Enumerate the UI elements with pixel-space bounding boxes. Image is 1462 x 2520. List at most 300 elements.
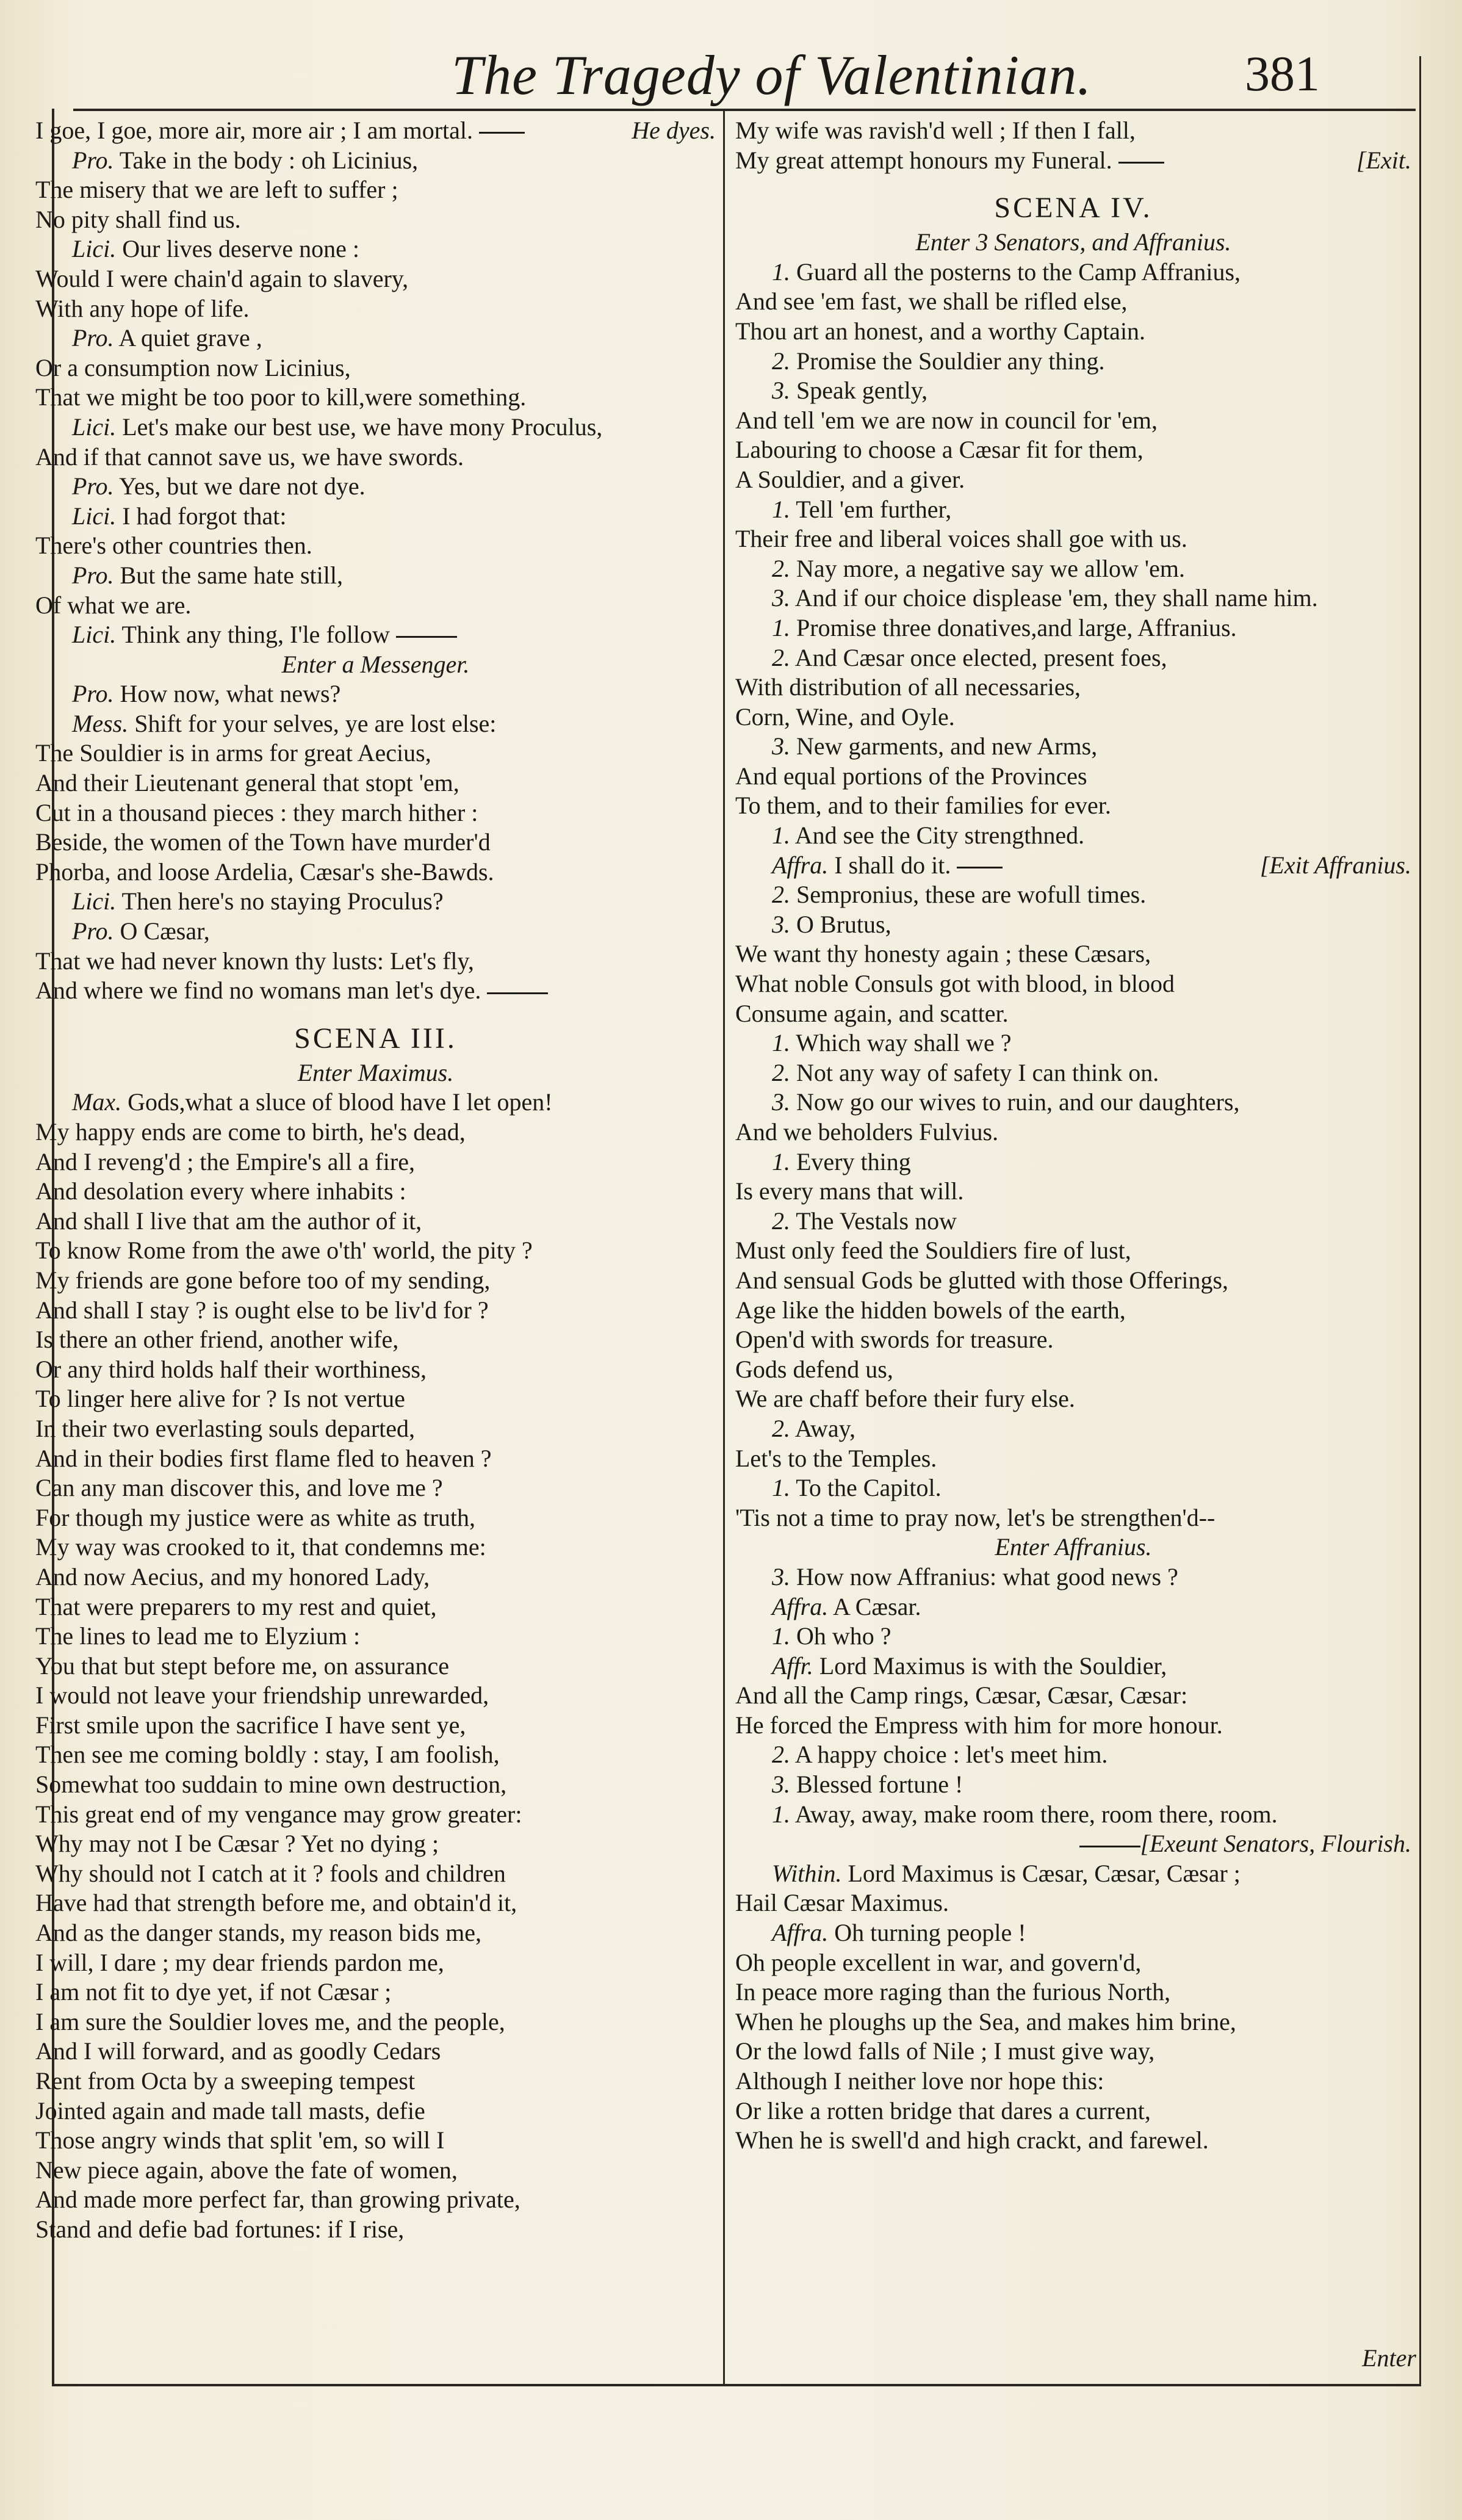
verse-line	[35, 2037, 716, 2067]
line-text: And we beholders Fulvius.	[735, 1118, 999, 1146]
line-text: And tell 'em we are now in council for 'em,	[735, 406, 1158, 434]
verse-line	[735, 1592, 1411, 1622]
speaker-name: 2.	[772, 1414, 790, 1442]
line-text: Think any thing, I'le follow	[121, 621, 390, 649]
verse-line	[35, 1740, 716, 1770]
line-text: We are chaff before their fury else.	[735, 1385, 1075, 1413]
line-text: Away,	[794, 1414, 856, 1442]
verse-line	[35, 175, 716, 205]
verse-line	[735, 1177, 1411, 1207]
line-text: First smile upon the sacrifice I have sent ye,	[35, 1711, 466, 1739]
line-text: And shall I stay ? is ought else to be liv'd for ?	[35, 1296, 489, 1324]
line-text: Blessed fortune !	[796, 1771, 963, 1799]
verse-line	[35, 1147, 716, 1177]
line-text: That we had never known thy lusts: Let's fly,	[35, 947, 474, 975]
verse-line	[35, 2185, 716, 2215]
verse-line	[35, 561, 716, 591]
line-text: And all the Camp rings, Cæsar, Cæsar, Cæsar:	[735, 1681, 1188, 1709]
verse-line	[35, 887, 716, 917]
verse-line	[35, 798, 716, 828]
verse-line	[735, 2037, 1411, 2067]
line-text: New garments, and new Arms,	[796, 732, 1098, 760]
line-text: To linger here alive for ? Is not vertue	[35, 1385, 405, 1413]
line-text: A Cæsar.	[833, 1592, 921, 1620]
line-text: This great end of my vengance may grow greater:	[35, 1800, 522, 1828]
verse-line	[35, 1622, 716, 1652]
line-text: But the same hate still,	[120, 561, 344, 589]
exit-cue: He dyes.	[632, 117, 716, 144]
speaker-name: Affra.	[772, 1919, 829, 1947]
dash-rule	[1118, 162, 1164, 164]
verse-line	[35, 2007, 716, 2037]
verse-line	[35, 1533, 716, 1562]
speaker-name: Lici.	[72, 235, 117, 263]
speaker-name: Pro.	[72, 472, 114, 500]
verse-line	[735, 554, 1411, 584]
verse-line	[735, 465, 1411, 495]
line-text: And see 'em fast, we shall be rifled else,	[735, 287, 1128, 316]
verse-line	[735, 1503, 1411, 1533]
verse-line	[35, 1473, 716, 1503]
verse-line	[735, 1147, 1411, 1177]
verse-line	[35, 768, 716, 798]
line-text: The Souldier is in arms for great Aecius,	[35, 739, 431, 767]
line-text: When he ploughs up the Sea, and makes him brine,	[735, 2007, 1236, 2035]
verse-line	[35, 1444, 716, 1474]
line-text: With any hope of life.	[35, 294, 250, 322]
verse-line	[35, 1325, 716, 1355]
speaker-name: Lici.	[72, 621, 117, 649]
line-text: Their free and liberal voices shall goe with us.	[735, 525, 1187, 553]
line-text: In peace more raging than the furious North,	[735, 1978, 1171, 2006]
line-text: Away, away, make room there, room there, room.	[794, 1800, 1278, 1828]
line-text: Promise three donatives,and large, Affranius.	[796, 613, 1237, 641]
speaker-name: 2.	[772, 643, 790, 671]
verse-line	[35, 116, 716, 146]
verse-line	[35, 353, 716, 383]
line-text: I shall do it.	[834, 851, 951, 879]
verse-line	[735, 1207, 1411, 1237]
verse-line	[35, 1207, 716, 1237]
speaker-name: 3.	[772, 1771, 790, 1799]
speaker-name: 2.	[772, 554, 790, 582]
column-divider-rule	[723, 109, 725, 2385]
verse-line	[35, 2215, 716, 2245]
dash-rule	[479, 132, 525, 134]
speaker-name: 1.	[772, 1147, 790, 1175]
speaker-name: Lici.	[72, 502, 117, 530]
line-text: Lord Maximus is with the Souldier,	[819, 1652, 1167, 1680]
line-text: And equal portions of the Provinces	[735, 762, 1087, 790]
line-text: And as the danger stands, my reason bids me,	[35, 1919, 481, 1947]
line-text: You that but stept before me, on assurance	[35, 1652, 450, 1680]
line-text: O Brutus,	[796, 910, 891, 938]
line-text: Gods defend us,	[735, 1355, 893, 1383]
speaker-name: 1.	[772, 258, 790, 286]
verse-line	[735, 762, 1411, 792]
line-text: He forced the Empress with him for more honour.	[735, 1711, 1223, 1739]
line-text: Now go our wives to ruin, and our daughters,	[796, 1088, 1240, 1116]
verse-line	[35, 531, 716, 561]
verse-line	[35, 2067, 716, 2096]
line-text: With distribution of all necessaries,	[735, 673, 1081, 701]
line-text: And their Lieutenant general that stopt 'em,	[35, 769, 459, 797]
verse-line	[735, 495, 1411, 525]
verse-line	[35, 1266, 716, 1296]
line-text: How now Affranius: what good news ?	[796, 1562, 1178, 1590]
line-text: Lord Maximus is Cæsar, Cæsar, Cæsar ;	[848, 1859, 1241, 1887]
line-text: In their two everlasting souls departed,	[35, 1414, 416, 1442]
line-text: The misery that we are left to suffer ;	[35, 176, 398, 204]
line-text: To them, and to their families for ever.	[735, 792, 1111, 820]
frame-bottom-rule	[52, 2384, 1421, 2386]
stage-direction: Enter 3 Senators, and Affranius.	[915, 228, 1231, 256]
verse-line	[735, 999, 1411, 1029]
verse-line	[735, 939, 1411, 969]
speaker-name: 3.	[772, 910, 790, 938]
right-text-column	[735, 116, 1411, 2156]
exit-cue: [Exeunt Senators, Flourish.	[1073, 1829, 1411, 1859]
verse-line	[35, 1770, 716, 1800]
verse-line	[35, 1117, 716, 1147]
verse-line	[35, 442, 716, 472]
line-text: That were preparers to my rest and quiet,	[35, 1592, 437, 1620]
dash-rule	[396, 636, 457, 638]
verse-line	[35, 1977, 716, 2007]
line-text: Is there an other friend, another wife,	[35, 1326, 399, 1354]
line-text: Or like a rotten bridge that dares a current,	[735, 2096, 1151, 2125]
speaker-name: 3.	[772, 584, 790, 612]
line-text: Jointed again and made tall masts, defie	[35, 2096, 425, 2125]
line-text: Thou art an honest, and a worthy Captain.	[735, 317, 1146, 345]
line-text: Although I neither love nor hope this:	[735, 2067, 1104, 2095]
verse-line	[35, 323, 716, 353]
line-text: Rent from Octa by a sweeping tempest	[35, 2067, 416, 2095]
verse-line	[35, 1652, 716, 1681]
verse-line	[735, 1918, 1411, 1948]
line-text: Phorba, and loose Ardelia, Cæsar's she-Bawds.	[35, 857, 494, 886]
line-text: And I will forward, and as goodly Cedars	[35, 2037, 441, 2065]
line-text: Must only feed the Souldiers fire of lust,	[735, 1237, 1131, 1265]
verse-line	[35, 472, 716, 502]
line-text: Stand and defie bad fortunes: if I rise,	[35, 2215, 405, 2243]
speaker-name: 1.	[772, 1474, 790, 1502]
speaker-name: 3.	[772, 377, 790, 405]
verse-line	[35, 1800, 716, 1830]
verse-line	[35, 947, 716, 977]
verse-line	[735, 1414, 1411, 1444]
verse-line	[735, 258, 1411, 287]
line-text: I am not fit to dye yet, if not Cæsar ;	[35, 1978, 392, 2006]
verse-line	[35, 1592, 716, 1622]
line-text: Somewhat too suddain to mine own destruction,	[35, 1771, 507, 1799]
line-text: Why should not I catch at it ? fools and children	[35, 1859, 506, 1887]
running-title: The Tragedy of Valentinian.	[452, 44, 1092, 106]
verse-line	[735, 435, 1411, 465]
line-text: Tell 'em further,	[796, 495, 952, 523]
scene-heading: SCENA IV.	[994, 192, 1153, 225]
verse-line	[735, 2067, 1411, 2096]
verse-line	[735, 1028, 1411, 1058]
dash-rule	[957, 867, 1003, 868]
verse-line	[735, 1117, 1411, 1147]
verse-line	[735, 287, 1411, 317]
verse-line	[735, 969, 1411, 999]
line-text: Let's to the Temples.	[735, 1444, 937, 1472]
verse-line	[35, 591, 716, 621]
line-text: And sensual Gods be glutted with those Offerings,	[735, 1266, 1229, 1294]
line-text: I had forgot that:	[122, 502, 287, 530]
verse-line	[35, 828, 716, 857]
verse-line	[35, 2156, 716, 2186]
line-text: A Souldier, and a giver.	[735, 465, 965, 493]
verse-line	[735, 1948, 1411, 1978]
speaker-name: 1.	[772, 613, 790, 641]
verse-line	[35, 1681, 716, 1711]
verse-line	[735, 1770, 1411, 1800]
line-text: I goe, I goe, more air, more air ; I am mortal.	[35, 117, 474, 144]
line-text: To the Capitol.	[796, 1474, 942, 1502]
line-text: Labouring to choose a Cæsar fit for them,	[735, 436, 1143, 464]
line-text: Then see me coming boldly : stay, I am foolish,	[35, 1741, 500, 1769]
header-rule	[73, 109, 1416, 111]
line-text: Sempronius, these are wofull times.	[796, 881, 1147, 909]
verse-line	[735, 1088, 1411, 1117]
line-text: Our lives deserve none :	[122, 235, 360, 263]
verse-line	[735, 1058, 1411, 1088]
line-text: And made more perfect far, than growing private,	[35, 2186, 520, 2214]
dash-rule	[487, 992, 548, 994]
speaker-name: Pro.	[72, 324, 114, 352]
line-text: 'Tis not a time to pray now, let's be strengthen'd--	[735, 1503, 1215, 1531]
stage-direction: Enter a Messenger.	[281, 650, 470, 678]
line-text: And in their bodies first flame fled to heaven ?	[35, 1444, 492, 1472]
line-text: Consume again, and scatter.	[735, 999, 1009, 1027]
exit-cue: [Exit.	[1356, 146, 1411, 174]
speaker-name: 1.	[772, 821, 790, 850]
speaker-name: Pro.	[72, 146, 114, 174]
verse-line	[735, 2007, 1411, 2037]
verse-line	[35, 205, 716, 235]
line-text: What noble Consuls got with blood, in blood	[735, 970, 1175, 998]
line-text: Oh people excellent in war, and govern'd,	[735, 1948, 1142, 1976]
verse-line	[735, 1622, 1411, 1652]
verse-line	[735, 613, 1411, 643]
verse-line	[735, 1562, 1411, 1592]
verse-line	[35, 1888, 716, 1918]
verse-line	[735, 116, 1411, 146]
line-text: There's other countries then.	[35, 532, 312, 560]
line-text: Nay more, a negative say we allow 'em.	[796, 554, 1185, 582]
verse-line	[735, 406, 1411, 436]
catchword: Enter	[1362, 2344, 1416, 2372]
speaker-name: Mess.	[72, 709, 129, 737]
verse-line	[35, 1236, 716, 1266]
line-text: And if our choice displease 'em, they shall name him.	[794, 584, 1318, 612]
line-text: Those angry winds that split 'em, so will I	[35, 2126, 445, 2154]
line-text: Oh turning people !	[834, 1919, 1026, 1947]
verse-line	[35, 1829, 716, 1859]
line-text: And Cæsar once elected, present foes,	[794, 643, 1167, 671]
verse-line	[735, 1829, 1411, 1859]
spacer	[735, 175, 1411, 189]
page-number: 381	[1245, 46, 1320, 101]
verse-line	[735, 880, 1411, 910]
verse-line	[735, 1888, 1411, 1918]
speaker-name: 3.	[772, 1562, 790, 1590]
verse-line	[35, 413, 716, 442]
line-text: And see the City strengthned.	[794, 821, 1085, 850]
dash-rule	[1079, 1846, 1140, 1847]
verse-line	[735, 1681, 1411, 1711]
verse-line	[35, 294, 716, 324]
line-text: The lines to lead me to Elyzium :	[35, 1622, 361, 1650]
line-text: Shift for your selves, ye are lost else:	[134, 709, 497, 737]
verse-line	[735, 1977, 1411, 2007]
verse-line	[735, 1859, 1411, 1889]
speaker-name: 3.	[772, 732, 790, 760]
line-text: Have had that strength before me, and obtain'd it,	[35, 1889, 517, 1917]
verse-line	[35, 1918, 716, 1948]
line-text: And I reveng'd ; the Empire's all a fire,	[35, 1147, 415, 1175]
verse-line	[735, 1473, 1411, 1503]
verse-line	[35, 264, 716, 294]
line-text: My great attempt honours my Funeral.	[735, 146, 1112, 174]
speaker-name: 2.	[772, 1741, 790, 1769]
verse-line	[35, 917, 716, 947]
speaker-name: Within.	[772, 1859, 842, 1887]
line-text: Or the lowd falls of Nile ; I must give way,	[735, 2037, 1155, 2065]
verse-line	[35, 1711, 716, 1741]
verse-line	[35, 1948, 716, 1978]
line-text: Corn, Wine, and Oyle.	[735, 702, 955, 731]
speaker-name: 3.	[772, 1088, 790, 1116]
verse-line	[735, 2096, 1411, 2126]
line-text: I am sure the Souldier loves me, and the people,	[35, 2007, 505, 2035]
line-text: Beside, the women of the Town have murder'd	[35, 828, 491, 856]
verse-line	[735, 376, 1411, 406]
line-text: Or any third holds half their worthiness,	[35, 1355, 427, 1383]
speaker-name: Max.	[72, 1088, 122, 1116]
line-text: Then here's no staying Proculus?	[121, 887, 444, 915]
verse-line	[735, 910, 1411, 940]
verse-line	[735, 1296, 1411, 1326]
speaker-name: 2.	[772, 1058, 790, 1086]
line-text: How now, what news?	[120, 680, 341, 708]
verse-line	[35, 738, 716, 768]
line-text: Which way shall we ?	[796, 1029, 1012, 1057]
verse-line	[35, 679, 716, 709]
speaker-name: Pro.	[72, 917, 114, 945]
speaker-name: Lici.	[72, 413, 117, 441]
line-text: Of what we are.	[35, 591, 192, 619]
line-text: Let's make our best use, we have mony Proculus,	[122, 413, 603, 441]
stage-direction: Enter Maximus.	[297, 1058, 454, 1086]
line-text: O Cæsar,	[120, 917, 210, 945]
frame-right-rule	[1419, 56, 1421, 2386]
line-text: Cut in a thousand pieces : they march hither :	[35, 798, 478, 826]
line-text: No pity shall find us.	[35, 205, 241, 233]
line-text: Open'd with swords for treasure.	[735, 1326, 1054, 1354]
speaker-name: 1.	[772, 1800, 790, 1828]
line-text: We want thy honesty again ; these Cæsars,	[735, 940, 1151, 968]
verse-line	[735, 1325, 1411, 1355]
line-text: Or a consumption now Licinius,	[35, 353, 351, 381]
line-text: Can any man discover this, and love me ?	[35, 1474, 443, 1502]
verse-line	[735, 1266, 1411, 1296]
stage-direction: Enter Affranius.	[995, 1533, 1152, 1561]
speaker-name: Pro.	[72, 680, 114, 708]
line-text: Take in the body : oh Licinius,	[119, 146, 419, 174]
speaker-name: Lici.	[72, 887, 117, 915]
verse-line	[735, 583, 1411, 613]
verse-line	[735, 2126, 1411, 2156]
left-text-column	[35, 116, 716, 2245]
line-text: To know Rome from the awe o'th' world, the pity ?	[35, 1237, 533, 1265]
verse-line	[735, 821, 1411, 851]
verse-line	[35, 1088, 716, 1117]
scene-heading: SCENA III.	[294, 1022, 457, 1055]
verse-line	[35, 709, 716, 739]
verse-line	[735, 1444, 1411, 1474]
verse-line	[35, 857, 716, 887]
verse-line	[735, 643, 1411, 673]
verse-line	[35, 146, 716, 176]
line-text: Is every mans that will.	[735, 1177, 964, 1205]
line-text: Would I were chain'd again to slavery,	[35, 264, 409, 292]
verse-line	[735, 347, 1411, 377]
verse-line	[735, 317, 1411, 347]
line-text: Hail Cæsar Maximus.	[735, 1889, 949, 1917]
verse-line	[35, 2126, 716, 2156]
line-text: A quiet grave ,	[118, 324, 262, 352]
line-text: Speak gently,	[796, 377, 928, 405]
verse-line	[35, 1414, 716, 1444]
page-header	[55, 37, 1434, 116]
verse-line	[735, 146, 1411, 176]
verse-line	[735, 702, 1411, 732]
verse-line	[735, 1236, 1411, 1266]
line-text: I will, I dare ; my dear friends pardon me,	[35, 1948, 444, 1976]
line-text: Why may not I be Cæsar ? Yet no dying ;	[35, 1830, 439, 1858]
line-text: My friends are gone before too of my sending,	[35, 1266, 491, 1294]
verse-line	[35, 383, 716, 413]
line-text: Age like the hidden bowels of the earth,	[735, 1296, 1126, 1324]
speaker-name: Affr.	[772, 1652, 813, 1680]
line-text: Every thing	[796, 1147, 911, 1175]
verse-line	[35, 1177, 716, 1207]
speaker-name: 1.	[772, 495, 790, 523]
line-text: I would not leave your friendship unrewarded,	[35, 1681, 489, 1709]
line-text: A happy choice : let's meet him.	[794, 1741, 1108, 1769]
verse-line	[735, 524, 1411, 554]
spacer	[35, 1006, 716, 1019]
verse-line	[735, 673, 1411, 702]
verse-line	[35, 1503, 716, 1533]
line-text: When he is swell'd and high crackt, and farewel.	[735, 2126, 1209, 2154]
verse-line	[735, 732, 1411, 762]
line-text: And where we find no womans man let's dye.	[35, 977, 481, 1005]
verse-line	[35, 1296, 716, 1326]
verse-line	[735, 1740, 1411, 1770]
speaker-name: Affra.	[772, 851, 829, 879]
verse-line	[735, 1652, 1411, 1681]
verse-line	[735, 791, 1411, 821]
speaker-name: 1.	[772, 1029, 790, 1057]
verse-line	[35, 502, 716, 532]
speaker-name: 2.	[772, 1207, 790, 1235]
line-text: Gods,what a sluce of blood have I let open!	[128, 1088, 553, 1116]
